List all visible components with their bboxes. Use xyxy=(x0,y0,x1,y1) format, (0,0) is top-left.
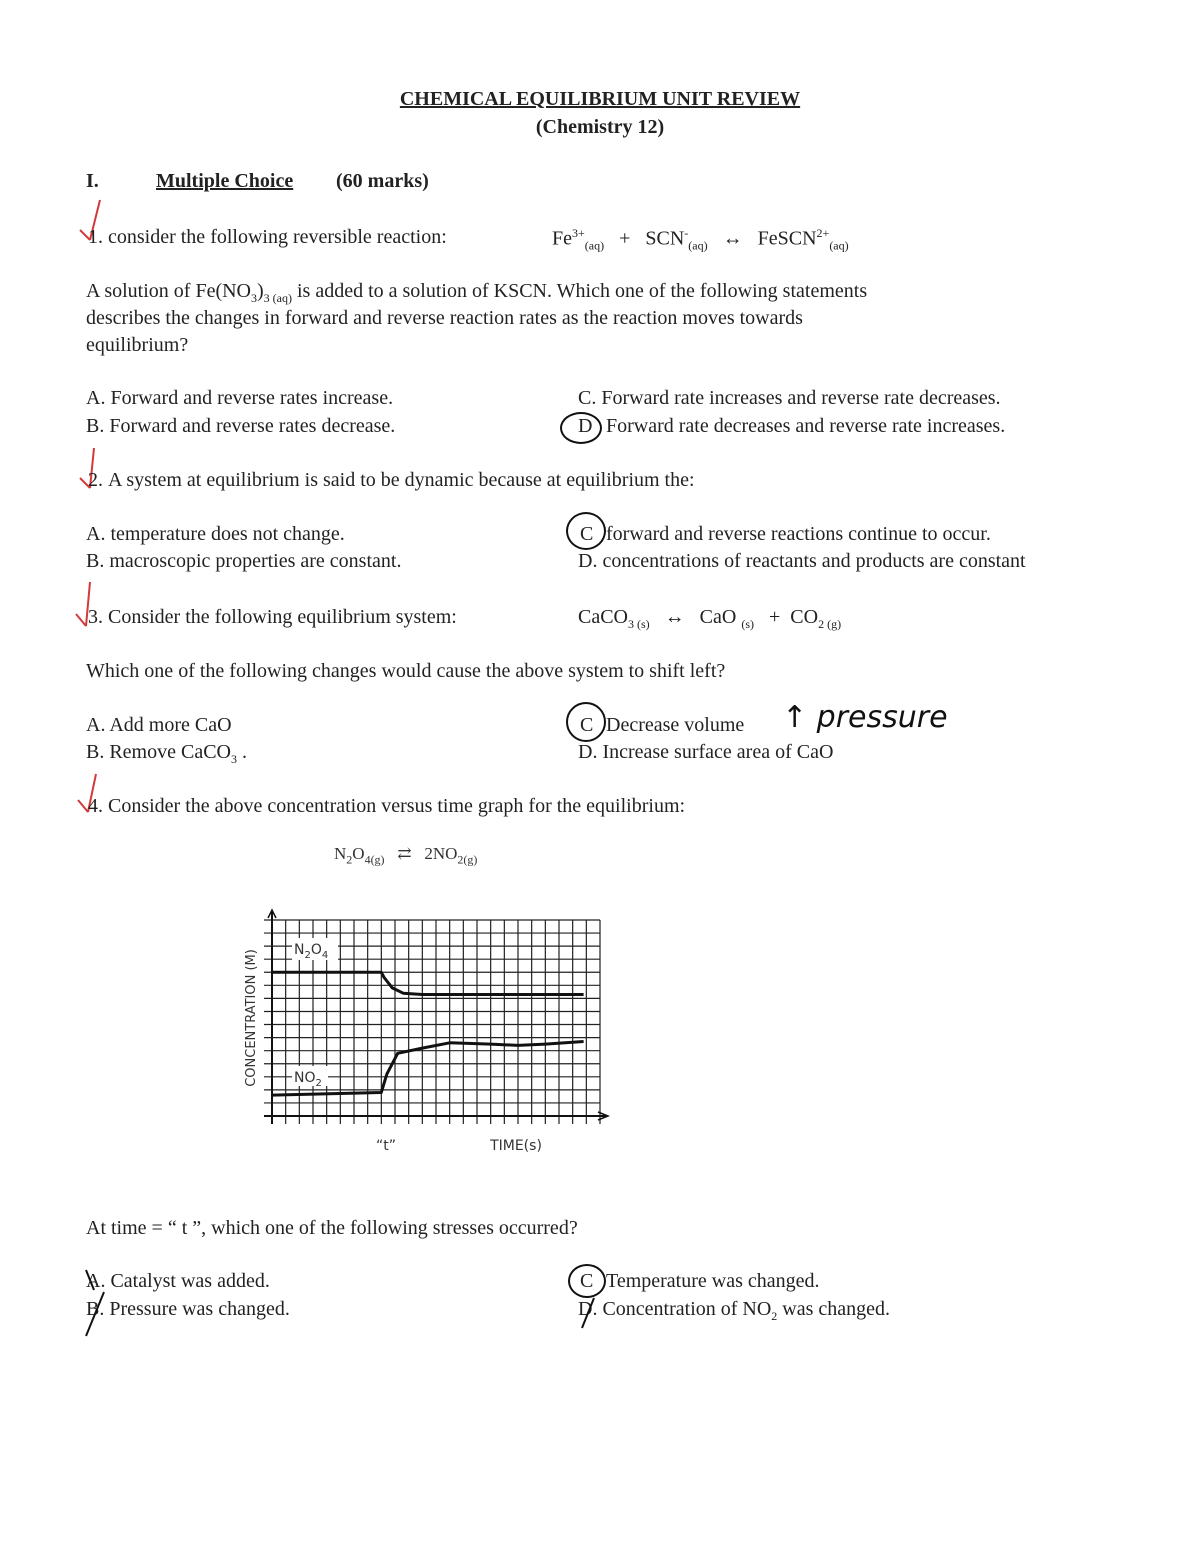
question-4-equation: $N_2O_{4(g)}$ ⇄ $2NO_{2(g)}$ xyxy=(334,844,478,867)
question-1-body-line2: describes the changes in forward and reverse reaction rates as the reaction moves towards xyxy=(86,307,803,329)
question-1-option-a[interactable]: A. Forward and reverse rates increase. xyxy=(86,387,394,409)
question-3-number: 3. xyxy=(88,606,103,628)
question-2-option-a[interactable]: A. temperature does not change. xyxy=(86,523,345,545)
page-subtitle: (Chemistry 12) xyxy=(535,116,665,138)
x-marker-label: “t” xyxy=(376,1138,396,1154)
section-name: Multiple Choice xyxy=(156,170,294,192)
handwritten-note: ↑ pressure xyxy=(782,700,948,735)
concentration-time-chart xyxy=(230,906,630,1166)
question-1-option-d[interactable]: Forward rate decreases and reverse rate increases. xyxy=(606,415,1006,437)
question-1-option-b[interactable]: B. Forward and reverse rates decrease. xyxy=(86,415,396,437)
question-4-number: 4. xyxy=(88,795,103,817)
question-3-option-c[interactable]: Decrease volume xyxy=(606,714,745,736)
question-2-number: 2. xyxy=(88,469,103,491)
question-4-option-c-letter[interactable]: C xyxy=(580,1270,594,1292)
series-label-n2o4 xyxy=(292,938,338,961)
question-3-stem: Consider the following equilibrium system: xyxy=(108,606,457,628)
question-4-option-c[interactable]: Temperature was changed. xyxy=(606,1270,820,1292)
page-title: CHEMICAL EQUILIBRIUM UNIT REVIEW xyxy=(399,88,801,110)
question-3-option-b[interactable]: B. Remove CaCO$_3$ . xyxy=(86,741,247,766)
question-3-option-a[interactable]: A. Add more CaO xyxy=(86,714,232,736)
svg-text:N2O4: $N_2O_4$ xyxy=(294,942,329,961)
question-3-question: Which one of the following changes would cause the above system to shift left? xyxy=(86,660,726,682)
question-1-body-line1: A solution of $Fe(NO_3)_{3 (aq)}$ is added to a solution of KSCN. Which one of the following statements xyxy=(86,280,868,305)
question-2-option-c[interactable]: forward and reverse reactions continue to occur. xyxy=(606,523,991,545)
question-1-number: 1. xyxy=(88,226,103,248)
question-3-option-d[interactable]: D. Increase surface area of CaO xyxy=(578,741,834,763)
question-1-stem: consider the following reversible reaction: xyxy=(108,226,447,248)
question-2-option-c-letter[interactable]: C xyxy=(580,523,594,545)
question-4-question: At time = “ t ”, which one of the following stresses occurred? xyxy=(86,1217,578,1239)
question-4-option-d[interactable]: D. Concentration of $NO_2$ was changed. xyxy=(578,1298,891,1323)
question-2-stem: A system at equilibrium is said to be dynamic because at equilibrium the: xyxy=(108,469,695,491)
question-4-stem: Consider the above concentration versus time graph for the equilibrium: xyxy=(108,795,686,817)
section-marks: (60 marks) xyxy=(336,170,429,192)
series-label-no2 xyxy=(292,1066,328,1089)
question-1-equation: $Fe^{3+}_{(aq)}$ + $SCN^-_{(aq)}$ ↔ FeSCN$^{2+}_{(aq)}$ xyxy=(552,226,849,253)
question-2-option-d[interactable]: D. concentrations of reactants and products are constant xyxy=(578,550,1026,572)
question-4-option-a[interactable]: A. Catalyst was added. xyxy=(86,1270,270,1292)
svg-text:NO2: $NO_2$ xyxy=(294,1070,322,1089)
question-1-body-line3: equilibrium? xyxy=(86,334,189,356)
section-numeral: I. xyxy=(86,170,99,192)
series-line-n2o4 xyxy=(272,972,584,994)
y-axis-label: CONCENTRATION (M) xyxy=(244,949,259,1087)
x-axis-label: TIME(s) xyxy=(490,1138,542,1154)
question-2-option-b[interactable]: B. macroscopic properties are constant. xyxy=(86,550,402,572)
question-3-option-c-letter[interactable]: C xyxy=(580,714,594,736)
question-4-option-b[interactable]: B. Pressure was changed. xyxy=(86,1298,290,1320)
question-1-option-c[interactable]: C. Forward rate increases and reverse rate decreases. xyxy=(578,387,1001,409)
strike-mark-icon xyxy=(82,1266,112,1342)
question-1-option-d-letter[interactable]: D xyxy=(578,415,593,437)
strike-mark-icon xyxy=(576,1296,600,1330)
question-3-equation: CaCO$_{3 (s)}$ ↔ CaO $_{(s)}$ + $CO_{2 (g)}$ xyxy=(578,606,842,631)
